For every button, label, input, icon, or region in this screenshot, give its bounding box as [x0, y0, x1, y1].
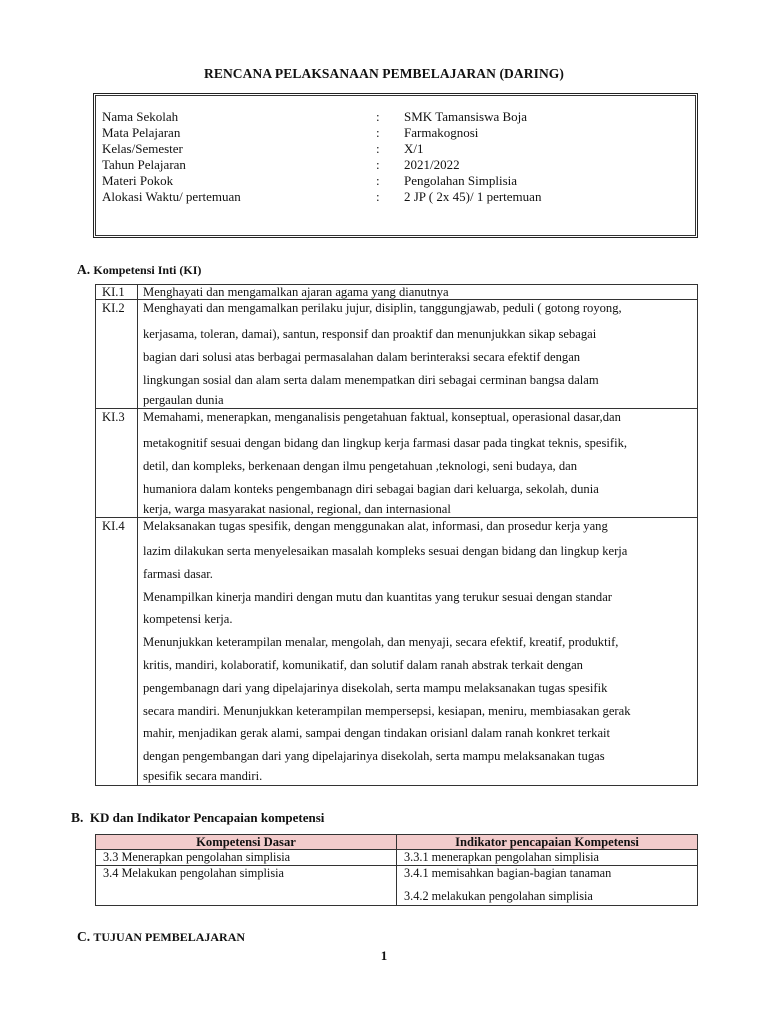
ki-code: KI.2: [96, 300, 138, 409]
ki-line: Menghayati dan mengamalkan perilaku jujur, disiplin, tanggungjawab, peduli ( gotong royong,: [143, 301, 622, 315]
ki-line: Memahami, menerapkan, menganalisis pengetahuan faktual, konseptual, operasional dasar,dan: [143, 410, 621, 424]
section-letter: A.: [77, 262, 91, 277]
ki-line: spesifik secara mandiri.: [143, 768, 263, 783]
section-title: KD dan Indikator Pencapaian kompetensi: [89, 810, 325, 825]
ki-line: kerja, warga masyarakat nasional, regional, dan internasional: [143, 502, 451, 516]
section-b-heading: [71, 810, 324, 826]
ki-line: kritis, mandiri, kolaboratif, komunikatif, dan solutif dalam ranah abstrak terkait dengan: [143, 657, 583, 672]
ki-line: humaniora dalam konteks pengembanagn diri sebagai bagian dari keluarga, sekolah, dunia: [143, 482, 599, 496]
ki-line: detil, dan kompleks, berkenaan dengan ilmu pengetahuan ,teknologi, seni budaya, dan: [143, 459, 578, 473]
ki-line: bagian dari solusi atas berbagai permasalahan dalam berinteraksi secara efektif dengan: [143, 350, 581, 364]
ki-line: pengembanagn dari yang dipelajarinya disekolah, serta mampu melaksanakan tugas spesifik: [143, 680, 608, 695]
identity-row: [102, 109, 692, 125]
kompetensi-inti-table: [95, 284, 698, 786]
ki-line: lazim dilakukan serta menyelesaikan masalah kompleks sesuai dengan bidang dan lingkup kerja: [143, 544, 628, 558]
identity-label: Alokasi Waktu/ pertemuan: [102, 189, 241, 204]
kd-indikator-table: [95, 834, 698, 906]
table-header-row: [96, 835, 698, 850]
identity-label: Kelas/Semester: [102, 141, 183, 156]
identity-label: Materi Pokok: [102, 173, 174, 188]
ki-text: [138, 409, 698, 518]
table-row: [96, 850, 698, 866]
page-number: 1: [380, 948, 388, 963]
identity-value: X/1: [404, 141, 424, 156]
ki-row: [96, 518, 698, 786]
identity-label: Tahun Pelajaran: [102, 157, 186, 172]
identity-label: Nama Sekolah: [102, 109, 179, 124]
table-row: [96, 865, 698, 905]
ki-line: dengan pengembangan dari yang dipelajarinya disekolah, serta mampu melaksanakan tugas: [143, 749, 605, 764]
ki-row: [96, 300, 698, 409]
indicator-cell: [397, 850, 698, 866]
section-a-heading: [77, 262, 201, 278]
ki-line: lingkungan sosial dan alam serta dalam menempatkan diri sebagai cerminan bangsa dalam: [143, 373, 599, 387]
ki-line: pergaulan dunia: [143, 393, 224, 407]
identity-separator: :: [376, 125, 380, 140]
identity-separator: :: [376, 109, 380, 124]
column-header: Indikator pencapaian Kompetensi: [397, 835, 698, 850]
indicator-line: 3.4.2 melakukan pengolahan simplisia: [404, 889, 593, 903]
identity-row: [102, 189, 692, 205]
identity-value: 2 JP ( 2x 45)/ 1 pertemuan: [404, 189, 542, 204]
ki-code: KI.4: [96, 518, 138, 786]
identity-value: Farmakognosi: [404, 125, 479, 140]
ki-code: KI.1: [96, 285, 138, 300]
identity-row: [102, 141, 692, 157]
ki-line: Menghayati dan mengamalkan ajaran agama yang dianutnya: [143, 285, 449, 299]
kd-cell: 3.3 Menerapkan pengolahan simplisia: [96, 850, 397, 866]
section-letter: B.: [71, 810, 84, 825]
document-title: RENCANA PELAKSANAAN PEMBELAJARAN (DARING): [204, 66, 564, 81]
column-header: Kompetensi Dasar: [96, 835, 397, 850]
kd-cell: 3.4 Melakukan pengolahan simplisia: [96, 865, 397, 905]
section-letter: C.: [77, 929, 91, 944]
ki-line: Menunjukkan keterampilan menalar, mengolah, dan menyaji, secara efektif, kreatif, produktif,: [143, 635, 619, 650]
ki-text: [138, 300, 698, 409]
ki-line: secara mandiri. Menunjukkan keterampilan mempersepsi, kesiapan, meniru, membiasakan gerak: [143, 703, 631, 718]
identity-label: Mata Pelajaran: [102, 125, 181, 140]
ki-text: [138, 518, 698, 786]
section-title: Kompetensi Inti (KI): [93, 263, 202, 277]
ki-line: kerjasama, toleran, damai), santun, responsif dan proaktif dan menunjukkan sikap sebagai: [143, 327, 597, 341]
ki-code: KI.3: [96, 409, 138, 518]
ki-line: metakognitif sesuai dengan bidang dan lingkup kerja farmasi dasar pada tingkat teknis, spesifik,: [143, 436, 628, 450]
indicator-cell: [397, 865, 698, 905]
ki-text: [138, 285, 698, 300]
ki-line: mahir, menjadikan gerak alami, sampai dengan tindakan orisianl dalam ranah konkret terkait: [143, 726, 611, 741]
section-title: TUJUAN PEMBELAJARAN: [93, 930, 246, 944]
identity-row: [102, 157, 692, 173]
identity-value: SMK Tamansiswa Boja: [404, 109, 528, 124]
ki-line: Menampilkan kinerja mandiri dengan mutu dan kuantitas yang terukur sesuai dengan standar: [143, 589, 612, 604]
identity-separator: :: [376, 189, 380, 204]
indicator-line: 3.3.1 menerapkan pengolahan simplisia: [404, 850, 599, 864]
identity-row: [102, 173, 692, 189]
ki-row: [96, 285, 698, 300]
identity-separator: :: [376, 173, 380, 188]
identity-row: [102, 125, 692, 141]
identity-value: Pengolahan Simplisia: [404, 173, 518, 188]
identity-value: 2021/2022: [404, 157, 460, 172]
ki-line: kompetensi kerja.: [143, 612, 233, 627]
ki-row: [96, 409, 698, 518]
indicator-line: 3.4.1 memisahkan bagian-bagian tanaman: [404, 865, 612, 880]
ki-line: farmasi dasar.: [143, 566, 213, 581]
identity-separator: :: [376, 141, 380, 156]
identity-box: [93, 93, 698, 238]
identity-separator: :: [376, 157, 380, 172]
section-c-heading: [77, 929, 245, 945]
ki-line: Melaksanakan tugas spesifik, dengan menggunakan alat, informasi, dan prosedur kerja yang: [143, 519, 608, 533]
